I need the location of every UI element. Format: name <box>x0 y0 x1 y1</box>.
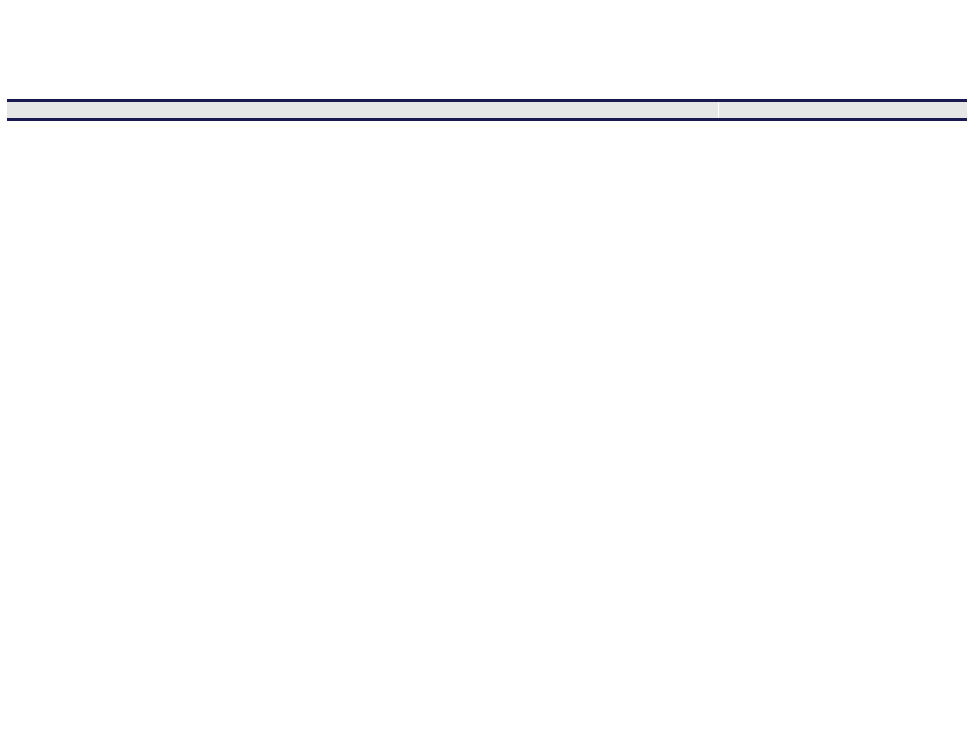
idempiere-logo <box>7 6 77 24</box>
table-header <box>7 99 967 121</box>
column-divider <box>718 102 719 118</box>
